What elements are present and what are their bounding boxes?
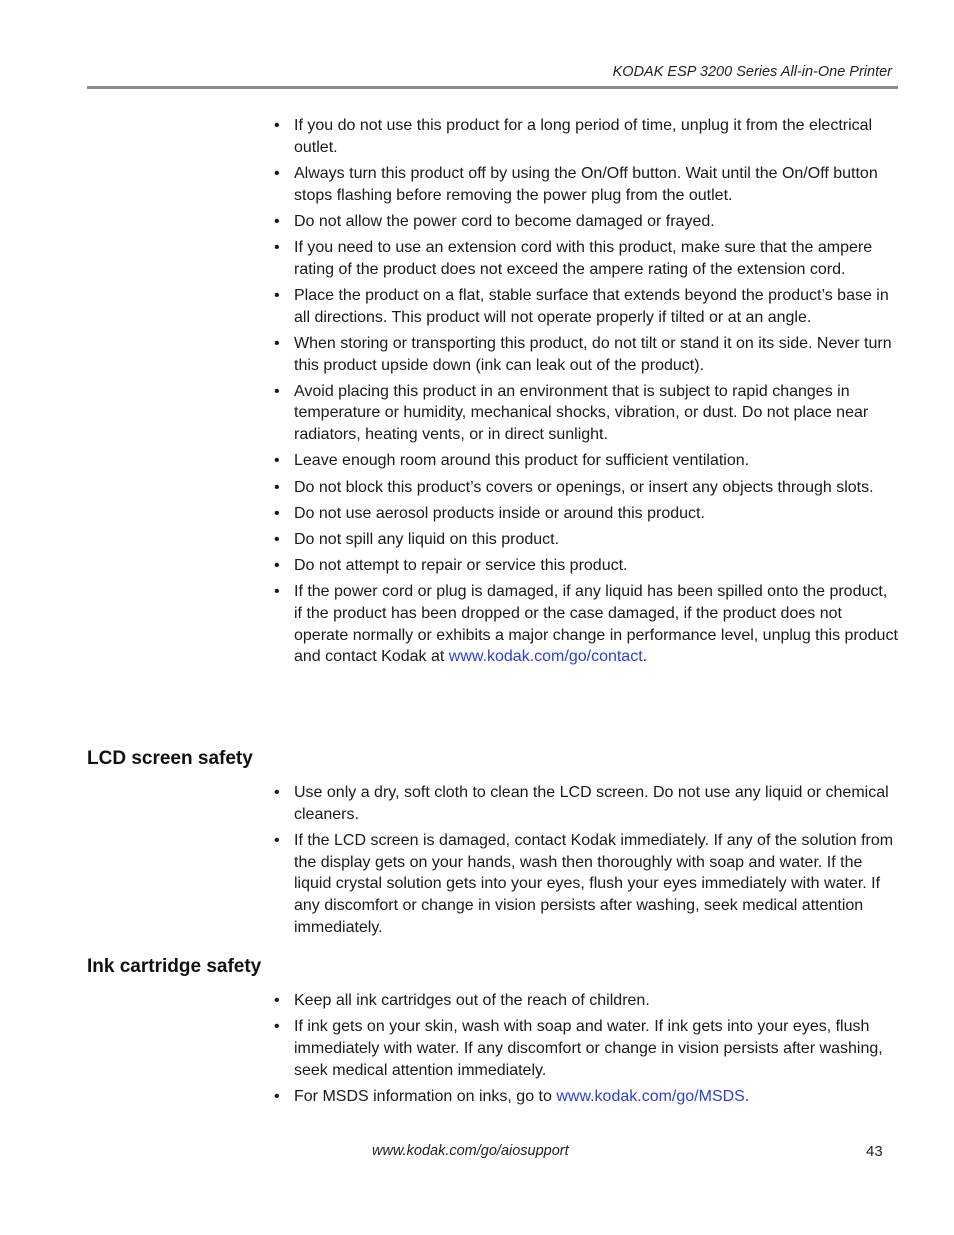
list-item-text: Do not allow the power cord to become damaged or frayed. bbox=[294, 212, 715, 230]
header-title: KODAK ESP 3200 Series All-in-One Printer bbox=[612, 64, 892, 80]
bullet-icon: • bbox=[274, 164, 280, 182]
list-item bbox=[274, 1086, 898, 1108]
bullet-icon: • bbox=[274, 334, 280, 352]
list-item-text: If the power cord or plug is damaged, if any liquid has been spilled onto the product, if the product has been dropped or the case damaged, if the product does not operate normally or exhibits a major change in performance level, unplug this product and contact Kodak at bbox=[294, 583, 898, 666]
lcd-safety-heading: LCD screen safety bbox=[87, 748, 253, 769]
list-item bbox=[274, 830, 898, 939]
list-item bbox=[274, 555, 898, 577]
list-item-text: Keep all ink cartridges out of the reach of children. bbox=[294, 992, 650, 1009]
list-item-text: Do not block this product’s covers or openings, or insert any objects through slots. bbox=[294, 478, 874, 496]
footer-support-url: www.kodak.com/go/aiosupport bbox=[372, 1143, 569, 1159]
header-divider bbox=[87, 86, 898, 89]
kodak-contact-link[interactable]: www.kodak.com/go/contact bbox=[448, 648, 643, 666]
list-item-text: Place the product on a flat, stable surface that extends beyond the product’s base in all directions. This product will not operate properly if tilted or at an angle. bbox=[294, 286, 889, 326]
lcd-safety-list bbox=[274, 782, 898, 943]
list-item bbox=[274, 285, 898, 328]
bullet-icon: • bbox=[274, 452, 280, 470]
list-item bbox=[274, 237, 898, 280]
bullet-icon: • bbox=[274, 286, 280, 304]
list-item bbox=[274, 782, 898, 825]
list-item bbox=[274, 529, 898, 551]
list-item-text: If you do not use this product for a long period of time, unplug it from the electrical outlet. bbox=[294, 117, 873, 156]
ink-safety-heading: Ink cartridge safety bbox=[87, 956, 262, 977]
page-number: 43 bbox=[866, 1143, 883, 1160]
list-item-text: Do not attempt to repair or service this product. bbox=[294, 557, 628, 575]
list-item bbox=[274, 163, 898, 206]
list-item bbox=[274, 1016, 898, 1081]
list-item bbox=[274, 381, 898, 446]
ink-safety-list bbox=[274, 990, 898, 1112]
bullet-icon: • bbox=[274, 831, 280, 849]
list-item-text: When storing or transporting this product, do not tilt or stand it on its side. Never turn this product upside down (ink can leak out of the product). bbox=[294, 334, 892, 374]
bullet-icon: • bbox=[274, 1018, 280, 1036]
list-item bbox=[274, 115, 898, 158]
bullet-icon: • bbox=[274, 1087, 280, 1105]
bullet-icon: • bbox=[274, 239, 280, 257]
list-item bbox=[274, 503, 898, 525]
list-item-text: Use only a dry, soft cloth to clean the LCD screen. Do not use any liquid or chemical cleaners. bbox=[294, 784, 889, 823]
bullet-icon: • bbox=[274, 530, 280, 548]
list-item bbox=[274, 333, 898, 376]
list-item-text: If the LCD screen is damaged, contact Kodak immediately. If any of the solution from the display gets on your hands, wash then thoroughly with soap and water. If the liquid crystal solution gets into your eyes, flush your eyes immediately with water. If any discomfort or change in vision persists after washing, seek medical attention immediately. bbox=[294, 831, 894, 936]
list-item-text: Avoid placing this product in an environment that is subject to rapid changes in temperature or humidity, mechanical shocks, vibration, or dust. Do not place near radiators, heating vents, or in direct sunlight. bbox=[294, 382, 869, 444]
general-safety-list bbox=[274, 115, 898, 673]
list-item-suffix: . bbox=[642, 648, 648, 666]
list-item-text: Do not spill any liquid on this product. bbox=[294, 530, 560, 548]
list-item bbox=[274, 477, 898, 499]
bullet-icon: • bbox=[274, 992, 280, 1009]
kodak-msds-link[interactable]: www.kodak.com/go/MSDS bbox=[556, 1087, 745, 1105]
bullet-icon: • bbox=[274, 478, 280, 496]
list-item-text: Do not use aerosol products inside or around this product. bbox=[294, 504, 705, 522]
list-item bbox=[274, 990, 898, 1012]
list-item-text: For MSDS information on inks, go to bbox=[294, 1087, 557, 1105]
bullet-icon: • bbox=[274, 784, 280, 801]
bullet-icon: • bbox=[274, 117, 280, 134]
list-item-text: If ink gets on your skin, wash with soap and water. If ink gets into your eyes, flush immediately with water. If any discomfort or change in vision persists after washing, seek medical attention immediately. bbox=[294, 1018, 883, 1079]
list-item-text: Always turn this product off by using the On/Off button. Wait until the On/Off button stops flashing before removing the power plug from the outlet. bbox=[294, 164, 878, 204]
list-item bbox=[274, 211, 898, 233]
bullet-icon: • bbox=[274, 504, 280, 522]
list-item bbox=[274, 581, 898, 668]
bullet-icon: • bbox=[274, 557, 280, 575]
bullet-icon: • bbox=[274, 212, 280, 230]
list-item-text: Leave enough room around this product for sufficient ventilation. bbox=[294, 452, 750, 470]
bullet-icon: • bbox=[274, 583, 280, 601]
list-item-suffix: . bbox=[744, 1087, 750, 1105]
list-item bbox=[274, 450, 898, 472]
list-item-text: If you need to use an extension cord with this product, make sure that the ampere rating of the product does not exceed the ampere rating of the extension cord. bbox=[294, 239, 873, 278]
bullet-icon: • bbox=[274, 382, 280, 400]
